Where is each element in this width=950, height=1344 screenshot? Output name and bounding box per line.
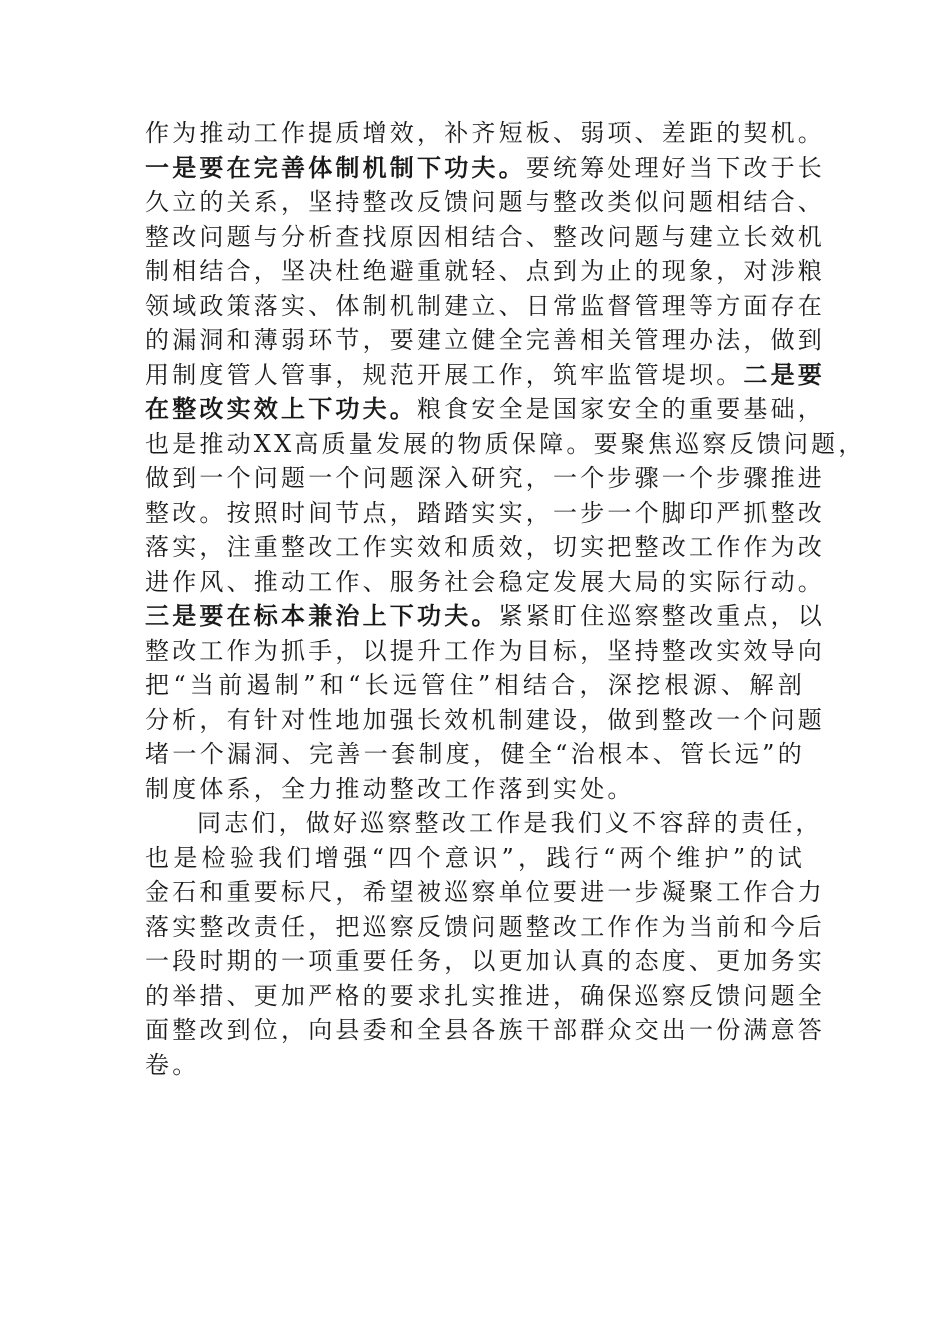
text-span: 紧紧盯住巡察整改重点，以 <box>498 602 826 630</box>
text-span: 整改问题与分析查找原因相结合、整改问题与建立长效机 <box>145 222 825 251</box>
text-line <box>145 944 825 979</box>
text-span: 面整改到位，向县委和全县各族干部群众交出一份满意答 <box>145 1016 825 1044</box>
text-line <box>145 289 825 324</box>
text-line <box>145 979 825 1014</box>
text-span: 做到一个问题一个问题深入研究，一个步骤一个步骤推进 <box>145 464 825 492</box>
text-span: 的漏洞和薄弱环节，要建立健全完善相关管理办法，做到 <box>145 326 825 354</box>
bold-heading-1: 一是要在完善体制机制下功夫。 <box>145 153 526 182</box>
text-span: 也是检验我们增强“四个意识”，践行“两个维护”的试 <box>145 843 805 872</box>
text-line <box>145 116 825 151</box>
text-span: 同志们，做好巡察整改工作是我们义不容辞的责任， <box>197 809 823 837</box>
text-line <box>145 875 825 910</box>
text-span: 久立的关系，坚持整改反馈问题与整改类似问题相结合、 <box>145 188 825 216</box>
text-span: 落实，注重整改工作实效和质效，切实把整改工作作为改 <box>145 533 825 561</box>
text-span: 整改。按照时间节点，踏踏实实，一步一个脚印严抓整改 <box>145 498 825 527</box>
text-line <box>145 254 825 289</box>
text-span: 粮食安全是国家安全的重要基础， <box>417 395 825 423</box>
text-line <box>145 461 825 496</box>
text-line <box>145 496 825 531</box>
text-span: 把“当前遏制”和“长远管住”相结合，深挖根源、解剖 <box>145 671 805 699</box>
text-span: 落实整改责任，把巡察反馈问题整改工作作为当前和今后 <box>145 912 825 941</box>
text-span: 领域政策落实、体制机制建立、日常监督管理等方面存在 <box>145 291 825 320</box>
bold-heading-2-start: 二是要 <box>743 360 826 389</box>
text-span: 堵一个漏洞、完善一套制度，健全“治根本、管长远”的 <box>145 740 805 768</box>
text-line <box>145 910 825 945</box>
text-line <box>145 323 825 358</box>
text-span: 卷。 <box>145 1050 200 1079</box>
bold-heading-2-end: 在整改实效上下功夫。 <box>145 395 417 423</box>
text-line <box>145 599 826 634</box>
text-line <box>145 1013 825 1048</box>
text-span: 进作风、推动工作、服务社会稳定发展大局的实际行动。 <box>145 567 825 596</box>
text-span: 金石和重要标尺，希望被巡察单位要进一步凝聚工作合力 <box>145 878 825 906</box>
document-page <box>145 116 866 1082</box>
text-line <box>145 220 825 255</box>
text-line <box>145 703 825 738</box>
text-span: 作为推动工作提质增效，补齐短板、弱项、差距的契机。 <box>145 119 825 147</box>
text-line <box>145 1048 805 1083</box>
bold-heading-3: 三是要在标本兼治上下功夫。 <box>145 602 499 630</box>
text-span: 用制度管人管事，规范开展工作，筑牢监管堤坝。 <box>145 360 744 389</box>
text-line <box>145 427 866 462</box>
text-line <box>145 530 825 565</box>
text-span: 也是推动XX高质量发展的物质保障。要聚焦巡察反馈问题， <box>145 429 866 458</box>
paragraph-rectification-measures <box>145 116 866 806</box>
text-line <box>145 151 826 186</box>
text-line <box>145 841 805 876</box>
text-line <box>145 358 826 393</box>
text-line <box>145 634 825 669</box>
text-line <box>145 185 825 220</box>
text-span: 要统筹处理好当下改于长 <box>525 153 826 182</box>
text-span: 的举措、更加严格的要求扎实推进，确保巡察反馈问题全 <box>145 981 825 1010</box>
text-line <box>145 668 805 703</box>
text-span: 分析，有针对性地加强长效机制建设，做到整改一个问题 <box>145 705 825 734</box>
text-line <box>145 772 805 807</box>
text-line <box>145 806 823 841</box>
text-span: 整改工作为抓手，以提升工作为目标，坚持整改实效导向 <box>145 636 825 665</box>
text-line <box>145 392 825 427</box>
text-span: 一段时期的一项重要任务，以更加认真的态度、更加务实 <box>145 947 825 975</box>
text-span: 制度体系，全力推动整改工作落到实处。 <box>145 774 635 803</box>
text-span: 制相结合，坚决杜绝避重就轻、点到为止的现象，对涉粮 <box>145 257 825 285</box>
text-line <box>145 565 825 600</box>
text-line <box>145 737 805 772</box>
paragraph-closing-remarks <box>145 806 825 1082</box>
